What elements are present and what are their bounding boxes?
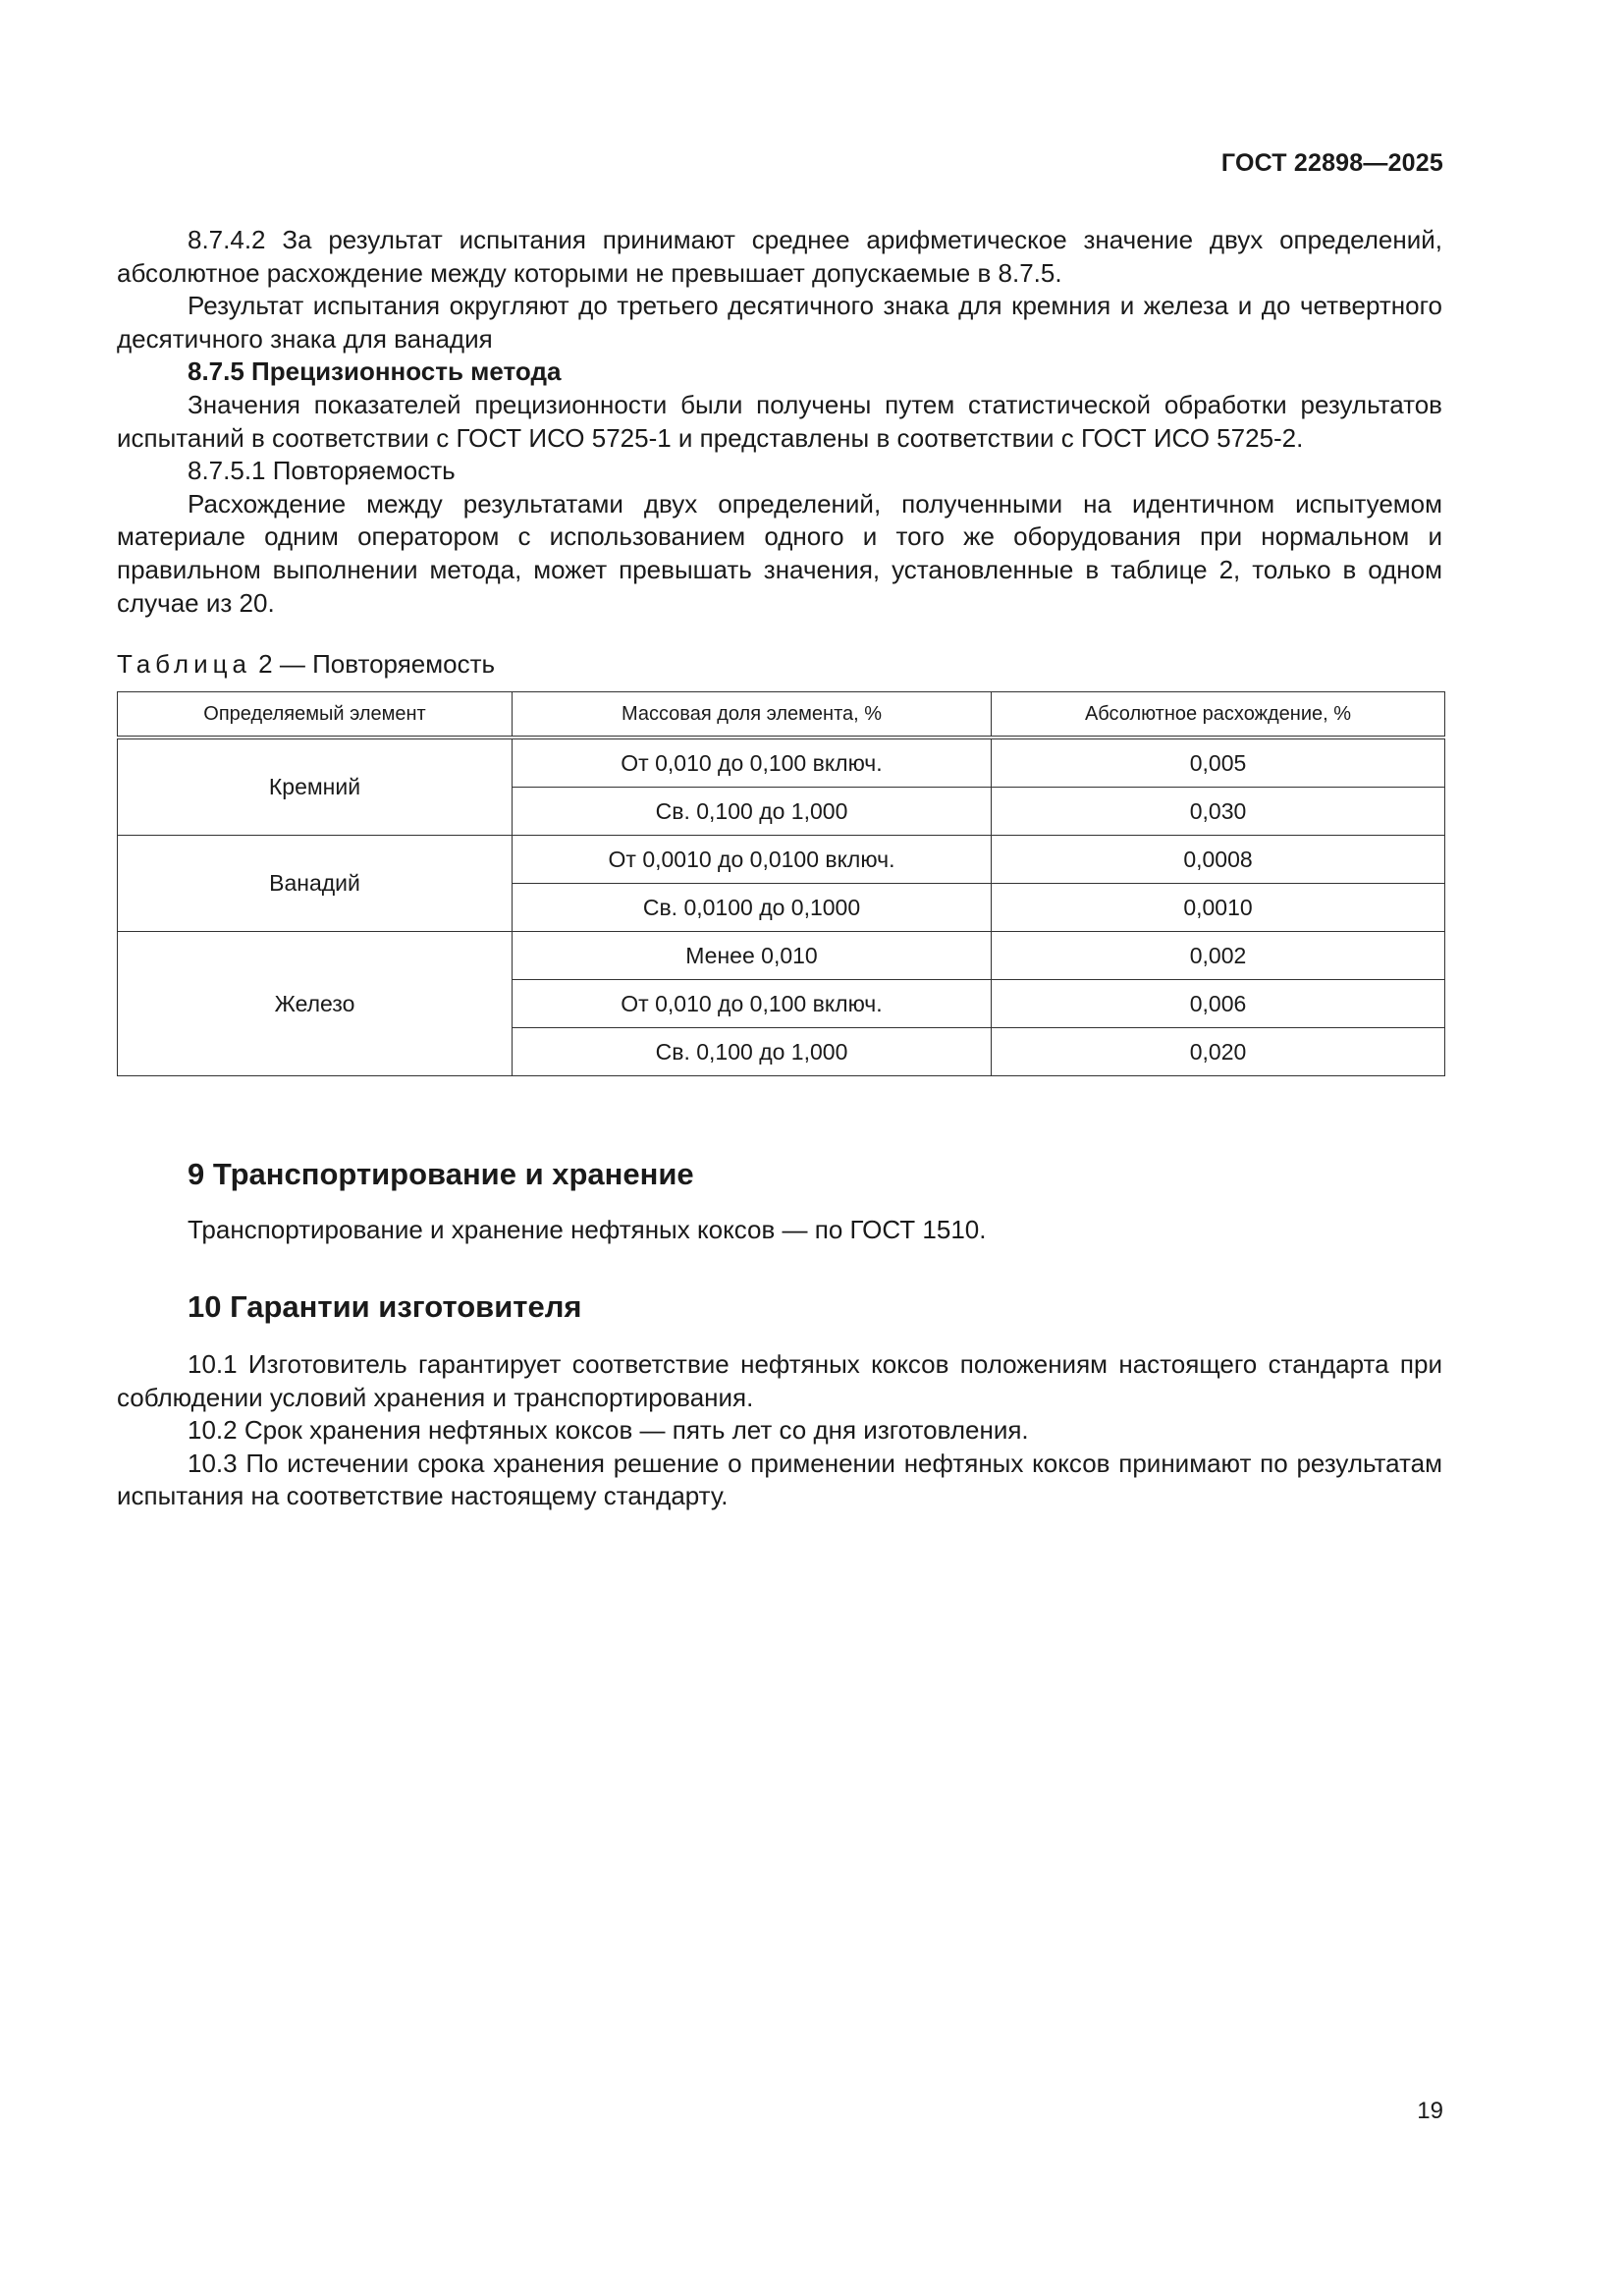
column-header-mass-fraction: Массовая доля элемента, % [513,692,992,738]
value-cell: 0,005 [992,738,1445,788]
range-cell: Св. 0,100 до 1,000 [513,1028,992,1076]
element-cell-vanadium: Ванадий [118,836,513,932]
element-cell-iron: Железо [118,932,513,1076]
element-cell-silicon: Кремний [118,738,513,836]
value-cell: 0,006 [992,980,1445,1028]
range-cell: От 0,010 до 0,100 включ. [513,980,992,1028]
table-caption [117,648,495,681]
document-header: ГОСТ 22898—2025 [1220,149,1443,177]
table-caption-title: 2 — Повторяемость [250,649,496,679]
body-text [117,224,1442,620]
column-header-element: Определяемый элемент [118,692,513,738]
paragraph-8-7-4-2: 8.7.4.2 За результат испытания принимают среднее арифметическое значение двух определений, абсолютное расхождение между которыми не превышает допускаемые в 8.7.5. [117,225,1442,288]
table-caption-word: Таблица [117,649,251,679]
value-cell: 0,020 [992,1028,1445,1076]
section-10-paragraph-3: 10.3 По истечении срока хранения решение о применении нефтяных коксов принимают по результатам испытания на соответствие настоящему стандарту. [117,1448,1442,1511]
value-cell: 0,0008 [992,836,1445,884]
value-cell: 0,0010 [992,884,1445,932]
subsection-heading-8-7-5-1: 8.7.5.1 Повторяемость [188,456,456,486]
paragraph-rounding: Результат испытания округляют до третьего десятичного знака для кремния и железа и до четвертного десятичного знака для ванадия [117,291,1442,354]
range-cell: Менее 0,010 [513,932,992,980]
range-cell: От 0,0010 до 0,0100 включ. [513,836,992,884]
range-cell: Св. 0,0100 до 0,1000 [513,884,992,932]
value-cell: 0,030 [992,788,1445,836]
column-header-abs-difference: Абсолютное расхождение, % [992,692,1445,738]
table-row [118,738,1445,788]
subsection-heading-8-7-5: 8.7.5 Прецизионность метода [188,356,562,387]
table-row [118,932,1445,980]
range-cell: Св. 0,100 до 1,000 [513,788,992,836]
section-9 [117,1157,1442,1247]
page-number: 19 [1417,2098,1443,2124]
section-9-text: Транспортирование и хранение нефтяных коксов — по ГОСТ 1510. [188,1215,987,1244]
section-10-paragraph-1: 10.1 Изготовитель гарантирует соответствие нефтяных коксов положениям настоящего стандарта при соблюдении условий хранения и транспортирования. [117,1349,1442,1412]
table-row [118,836,1445,884]
section-10-title: 10 Гарантии изготовителя [188,1289,582,1324]
value-cell: 0,002 [992,932,1445,980]
paragraph-repeatability: Расхождение между результатами двух определений, полученными на идентичном испытуемом материале одним оператором с использованием одного и того же оборудования при нормальном и правильном выполнении метода, может превышать значения, установленные в таблице 2, только в одном случае из 20. [117,488,1442,618]
section-10 [117,1289,1442,1513]
repeatability-table [117,691,1445,1076]
paragraph-precision: Значения показателей прецизионности были получены путем статистической обработки результатов испытаний в соответствии с ГОСТ ИСО 5725-1 и представлены в соответствии с ГОСТ ИСО 5725-2. [117,389,1442,453]
section-10-paragraph-2: 10.2 Срок хранения нефтяных коксов — пять лет со дня изготовления. [188,1415,1029,1446]
section-9-title: 9 Транспортирование и хранение [188,1157,694,1191]
table-header-row [118,692,1445,738]
range-cell: От 0,010 до 0,100 включ. [513,738,992,788]
